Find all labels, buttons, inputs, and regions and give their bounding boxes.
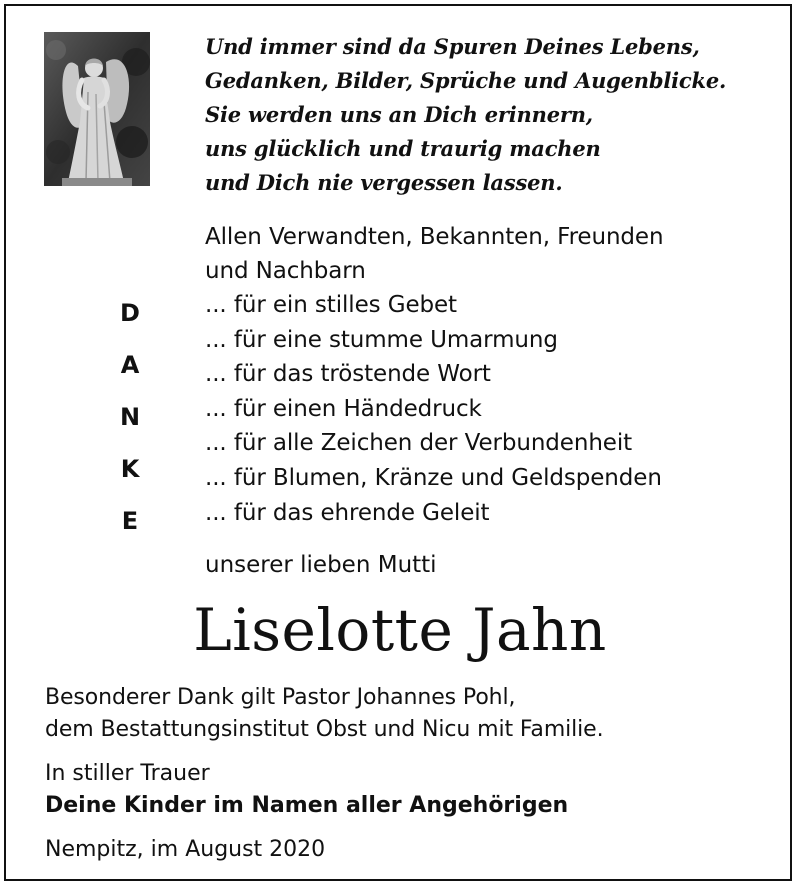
poem-line: uns glücklich und traurig machen [205, 136, 601, 161]
intro-line: Allen Verwandten, Bekannten, Freunden [205, 224, 664, 250]
memorial-poem [205, 30, 765, 200]
danke-letter: K [120, 455, 140, 483]
mourning-signature [45, 758, 765, 822]
danke-letter: E [121, 507, 139, 535]
thanks-item: ... für einen Händedruck [205, 395, 482, 422]
danke-letter: N [119, 403, 141, 431]
mourning-line: In stiller Trauer [45, 761, 210, 786]
thanks-item: ... für das ehrende Geleit [205, 499, 490, 526]
poem-line: Sie werden uns an Dich erinnern, [205, 102, 593, 127]
poem-line: und Dich nie vergessen lassen. [205, 170, 563, 195]
thanks-list [205, 288, 785, 530]
relation-line: unserer lieben Mutti [205, 552, 437, 578]
thanks-item: ... für alle Zeichen der Verbundenheit [205, 430, 633, 457]
danke-vertical-word [100, 287, 160, 547]
angel-statue-image [44, 32, 150, 186]
thanks-item: ... für das tröstende Wort [205, 361, 491, 388]
place-date: Nempitz, im August 2020 [45, 837, 326, 862]
poem-line: Und immer sind da Spuren Deines Lebens, [205, 34, 700, 59]
thanks-item: ... für eine stumme Umarmung [205, 326, 558, 353]
thanks-item: ... für Blumen, Kränze und Geldspenden [205, 464, 662, 491]
danke-letter: A [120, 351, 140, 379]
signers: Deine Kinder im Namen aller Angehörigen [45, 793, 569, 818]
intro-line: und Nachbarn [205, 258, 366, 284]
deceased-name: Liselotte Jahn [193, 596, 607, 664]
thanks-item: ... für ein stilles Gebet [205, 292, 457, 318]
special-thanks-line: Besonderer Dank gilt Pastor Johannes Pohl, [45, 685, 516, 710]
poem-line: Gedanken, Bilder, Sprüche und Augenblicke. [205, 68, 727, 93]
special-thanks [45, 682, 765, 746]
thanks-recipients [205, 220, 765, 288]
special-thanks-line: dem Bestattungsinstitut Obst und Nicu mit Familie. [45, 717, 604, 742]
angel-statue-photo [44, 32, 150, 186]
danke-letter: D [120, 299, 140, 327]
